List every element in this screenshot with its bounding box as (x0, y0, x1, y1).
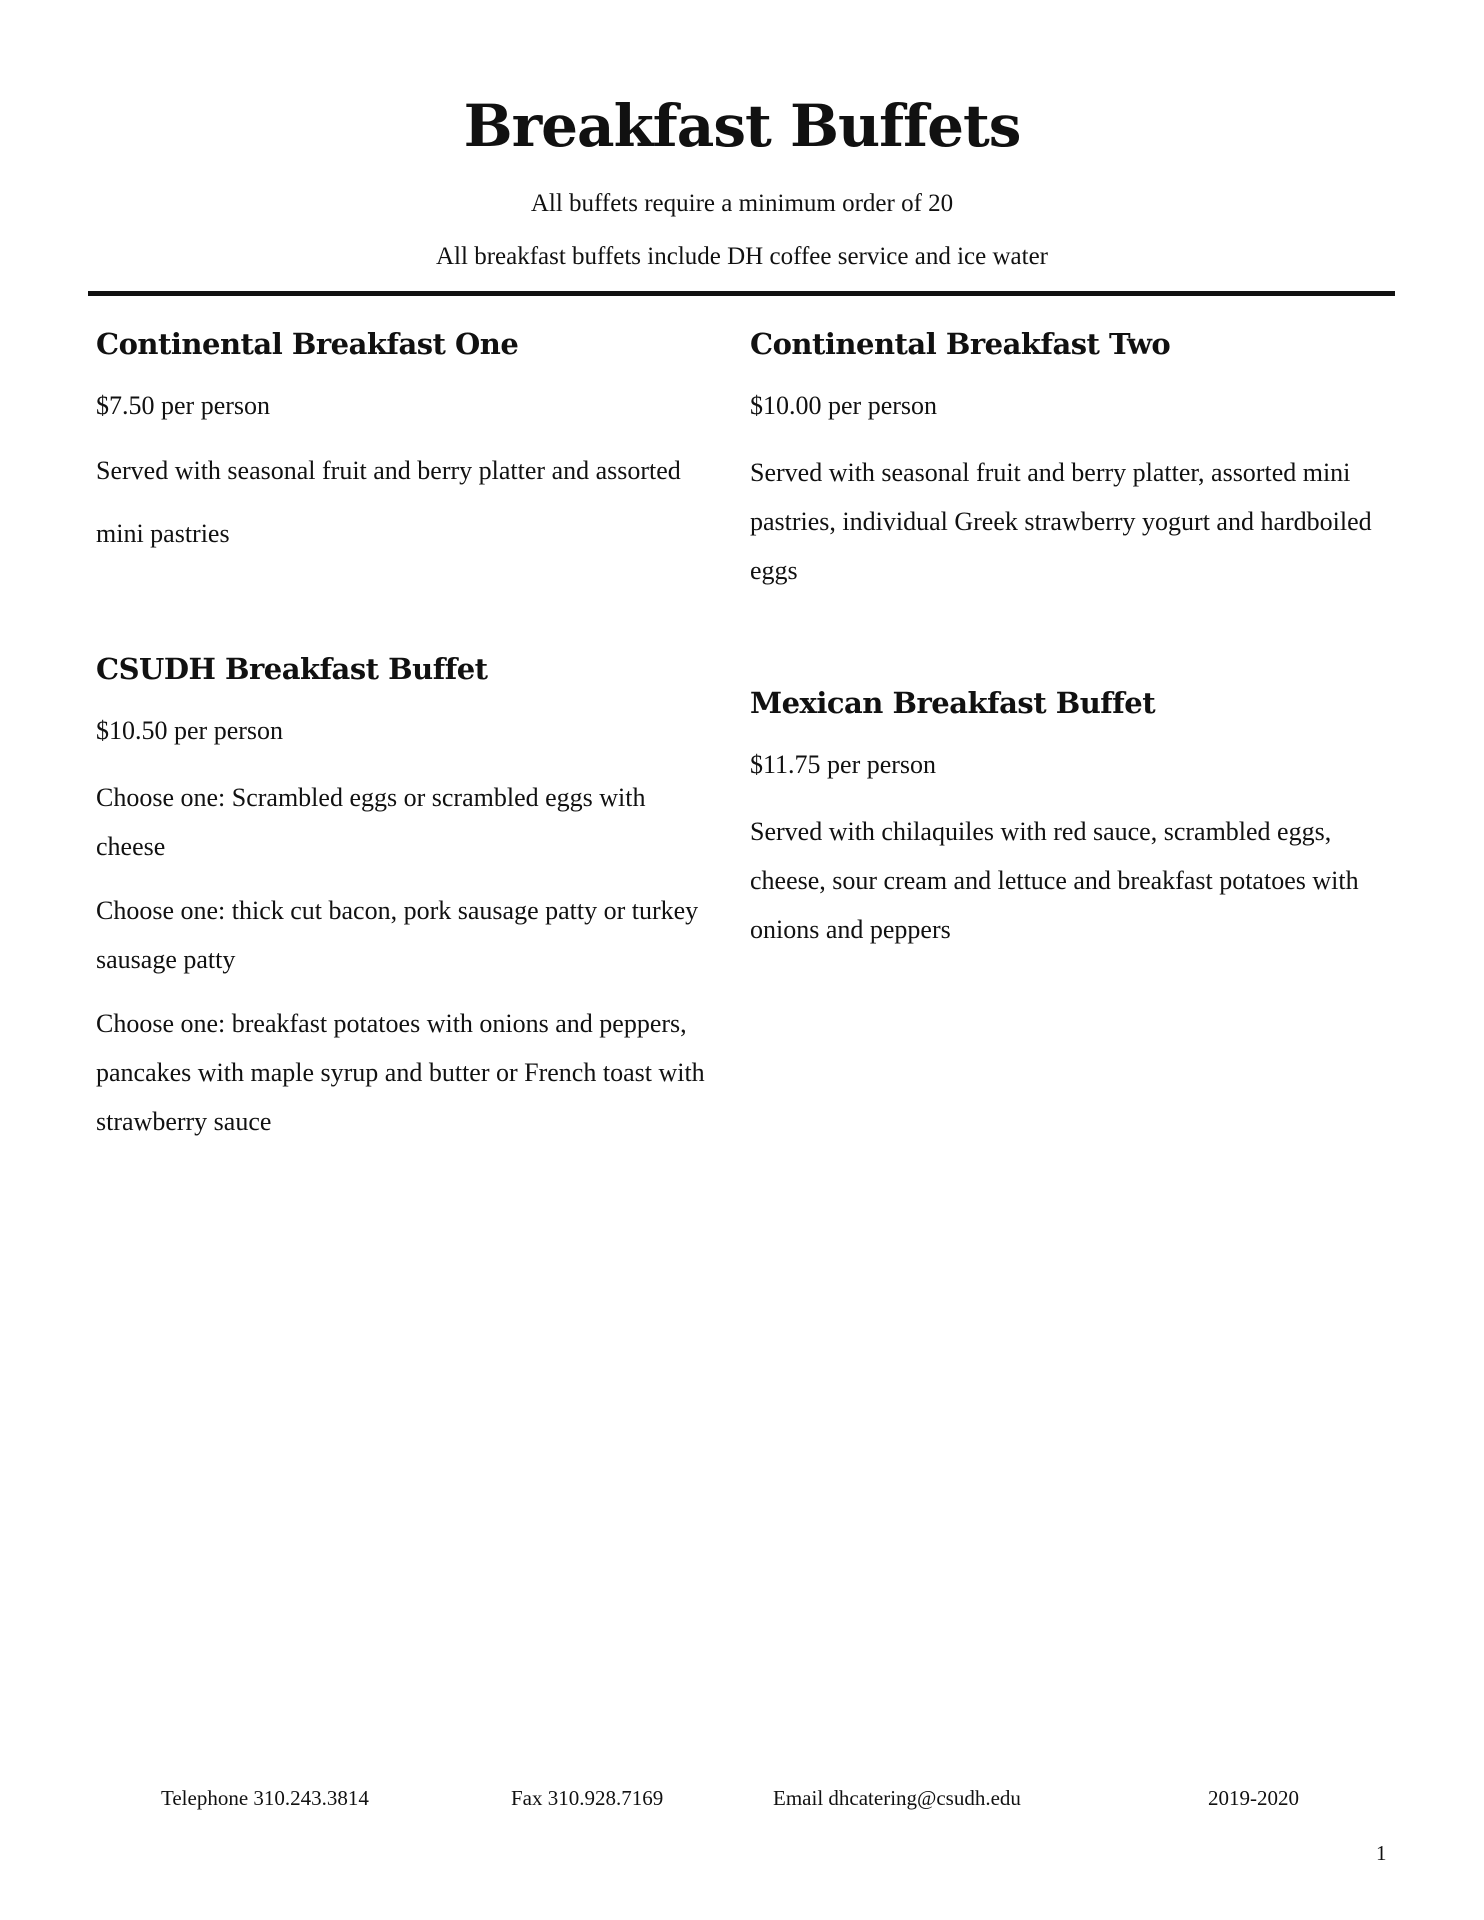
footer-email[interactable]: Email dhcatering@csudh.edu (773, 1786, 1021, 1810)
section-title: Continental Breakfast One (96, 327, 519, 361)
page-number: 1 (1376, 1841, 1387, 1865)
section-price: $7.50 per person (96, 391, 271, 420)
minimum-order-note: All buffets require a minimum order of 20 (530, 190, 954, 217)
mexican-breakfast-buffet-section (750, 683, 1370, 954)
footer-fax: Fax 310.928.7169 (511, 1786, 664, 1810)
side-choice: Choose one: breakfast potatoes with onions and peppers, pancakes with maple syrup and butter or French toast with strawberry sauce (96, 1009, 705, 1136)
egg-choice: Choose one: Scrambled eggs or scrambled eggs with cheese (96, 783, 646, 861)
section-title: Continental Breakfast Two (750, 327, 1171, 361)
section-description: Served with seasonal fruit and berry platter and assorted mini pastries (96, 456, 681, 548)
meat-choice: Choose one: thick cut bacon, pork sausage patty or turkey sausage patty (96, 896, 699, 974)
section-title: CSUDH Breakfast Buffet (96, 652, 488, 686)
coffee-service-note: All breakfast buffets include DH coffee service and ice water (436, 243, 1048, 270)
csudh-breakfast-buffet-section (96, 649, 716, 1146)
footer-year: 2019-2020 (1208, 1786, 1299, 1810)
continental-breakfast-two-section (750, 324, 1370, 595)
section-description: Served with seasonal fruit and berry platter, assorted mini pastries, individual Greek strawberry yogurt and hardboiled eggs (750, 458, 1372, 585)
section-price: $10.50 per person (96, 716, 284, 745)
section-title: Mexican Breakfast Buffet (750, 686, 1156, 720)
section-price: $11.75 per person (750, 750, 937, 779)
section-price: $10.00 per person (750, 391, 938, 420)
continental-breakfast-one-section (96, 324, 716, 565)
section-description: Served with chilaquiles with red sauce, scrambled eggs, cheese, sour cream and lettuce and breakfast potatoes with onions and peppers (750, 817, 1359, 944)
footer-telephone: Telephone 310.243.3814 (161, 1786, 369, 1810)
page-title: Breakfast Buffets (463, 92, 1021, 160)
header-divider (88, 291, 1395, 296)
